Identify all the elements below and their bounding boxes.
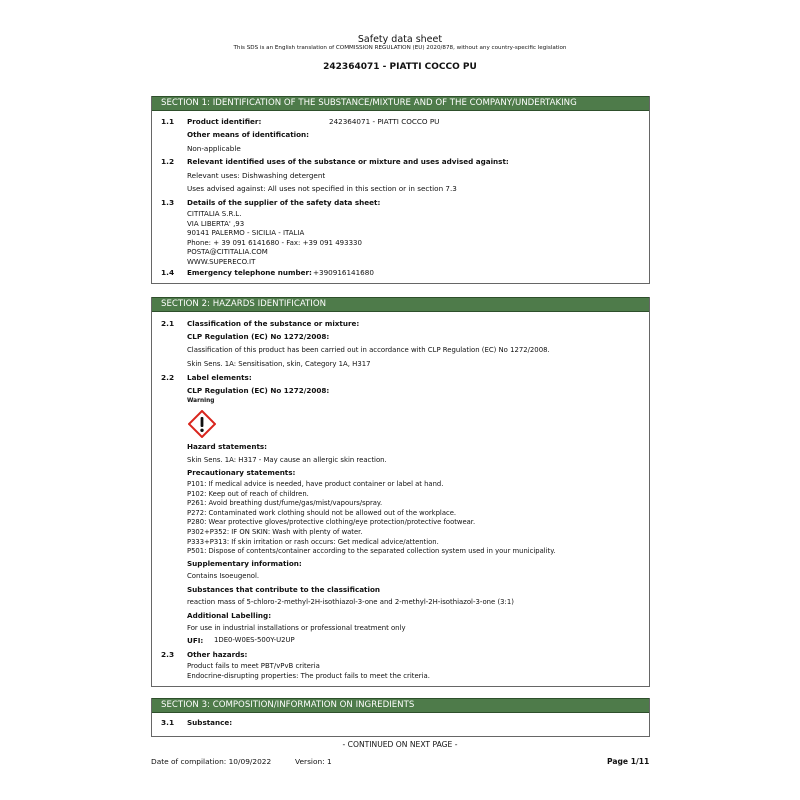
section-2-2-number: 2.2 <box>161 373 175 382</box>
section-1-1-number: 1.1 <box>161 117 175 126</box>
precautionary-statement: P302+P352: IF ON SKIN: Wash with plenty of water. <box>187 527 363 536</box>
section-3-1-number: 3.1 <box>161 718 175 727</box>
product-identifier-label: Product identifier: <box>187 117 262 126</box>
signal-word: Warning <box>187 398 215 404</box>
relevant-uses-heading: Relevant identified uses of the substance or mixture and uses advised against: <box>187 157 509 166</box>
relevant-uses-text: Relevant uses: Dishwashing detergent <box>187 171 326 180</box>
supplier-details-heading: Details of the supplier of the safety data sheet: <box>187 198 381 207</box>
label-elements-heading: Label elements: <box>187 373 252 382</box>
section-2-heading: SECTION 2: HAZARDS IDENTIFICATION <box>152 297 649 312</box>
precautionary-statement: P501: Dispose of contents/container according to the separated collection system used in your municipality. <box>187 547 556 556</box>
continued-next-page: - CONTINUED ON NEXT PAGE - <box>342 740 458 749</box>
classification-text: Classification of this product has been carried out in accordance with CLP Regulation (EC) No 1272/2008. <box>187 346 550 354</box>
hazard-statement: Skin Sens. 1A: H317 - May cause an allergic skin reaction. <box>187 456 387 464</box>
substance-heading: Substance: <box>187 718 233 727</box>
other-hazard-line: Endocrine-disrupting properties: The product fails to meet the criteria. <box>187 671 430 680</box>
precautionary-statement: P272: Contaminated work clothing should not be allowed out of the workplace. <box>187 508 457 517</box>
product-identifier-value: 242364071 - PIATTI COCCO PU <box>329 117 440 126</box>
precautionary-statement: P280: Wear protective gloves/protective clothing/eye protection/protective footwear. <box>187 518 476 527</box>
supplementary-information-value: Contains Isoeugenol. <box>187 572 260 580</box>
additional-labelling-label: Additional Labelling: <box>187 611 272 620</box>
classification-value: Skin Sens. 1A: Sensitisation, skin, Category 1A, H317 <box>187 360 371 368</box>
supplier-line: VIA LIBERTA' ,93 <box>187 219 245 228</box>
document-header-title: Safety data sheet <box>357 34 443 45</box>
page-number: Page 1/11 <box>607 757 650 766</box>
ufi-value: 1DE0-W0ES-500Y-U2UP <box>214 636 295 644</box>
section-2-3-number: 2.3 <box>161 650 175 659</box>
emergency-phone-label: Emergency telephone number: <box>187 268 312 277</box>
precautionary-statement: P102: Keep out of reach of children. <box>187 489 309 498</box>
hazard-statements-label: Hazard statements: <box>187 442 268 451</box>
supplier-website: WWW.SUPERECO.IT <box>187 257 256 266</box>
other-means-value: Non-applicable <box>187 144 241 153</box>
document-header-subtitle: This SDS is an English translation of COMMISSION REGULATION (EU) 2020/878, without any country-specific legislation <box>233 45 567 51</box>
precautionary-statement: P101: If medical advice is needed, have product container or label at hand. <box>187 480 444 488</box>
section-1-heading: SECTION 1: IDENTIFICATION OF THE SUBSTANCE/MIXTURE AND OF THE COMPANY/UNDERTAKING <box>152 96 649 111</box>
clp-regulation-label-1: CLP Regulation (EC) No 1272/2008: <box>187 332 330 341</box>
section-3-heading: SECTION 3: COMPOSITION/INFORMATION ON INGREDIENTS <box>152 698 649 713</box>
contributing-substances-value: reaction mass of 5-chloro-2-methyl-2H-isothiazol-3-one and 2-methyl-2H-isothiazol-3-one (3:1) <box>187 598 514 606</box>
other-hazards-list <box>187 662 430 681</box>
classification-heading: Classification of the substance or mixture: <box>187 319 360 328</box>
uses-advised-against-text: Uses advised against: All uses not specified in this section or in section 7.3 <box>187 184 457 193</box>
section-1-4-number: 1.4 <box>161 268 175 277</box>
supplier-email: POSTA@CITITALIA.COM <box>187 248 268 257</box>
precautionary-statements-label: Precautionary statements: <box>187 468 296 477</box>
clp-regulation-label-2: CLP Regulation (EC) No 1272/2008: <box>187 386 330 395</box>
other-hazards-heading: Other hazards: <box>187 650 248 659</box>
precautionary-statement: P261: Avoid breathing dust/fume/gas/mist/vapours/spray. <box>187 499 383 508</box>
supplementary-information-label: Supplementary information: <box>187 559 302 568</box>
supplier-address-block <box>187 210 362 268</box>
section-2-1-number: 2.1 <box>161 319 175 328</box>
contributing-substances-label: Substances that contribute to the classification <box>187 585 381 594</box>
exclamation-mark-ghs-icon <box>188 410 216 438</box>
document-version: Version: 1 <box>295 757 332 766</box>
precautionary-statement: P333+P313: If skin irritation or rash occurs: Get medical advice/attention. <box>187 537 439 546</box>
product-title: 242364071 - PIATTI COCCO PU <box>323 62 477 72</box>
precautionary-statements-list <box>187 480 555 557</box>
other-means-label: Other means of identification: <box>187 130 310 139</box>
section-1-2-number: 1.2 <box>161 157 175 166</box>
additional-labelling-value: For use in industrial installations or professional treatment only <box>187 624 406 632</box>
supplier-line: CITITALIA S.R.L. <box>187 210 242 218</box>
ufi-label: UFI: <box>187 636 204 645</box>
compilation-date: Date of compilation: 10/09/2022 <box>151 757 272 766</box>
other-hazard-line: Product fails to meet PBT/vPvB criteria <box>187 662 320 670</box>
supplier-line: 90141 PALERMO - SICILIA - ITALIA <box>187 229 305 238</box>
emergency-phone-value: +390916141680 <box>313 268 374 277</box>
section-1-3-number: 1.3 <box>161 198 175 207</box>
supplier-line: Phone: + 39 091 6141680 - Fax: +39 091 493330 <box>187 238 362 247</box>
